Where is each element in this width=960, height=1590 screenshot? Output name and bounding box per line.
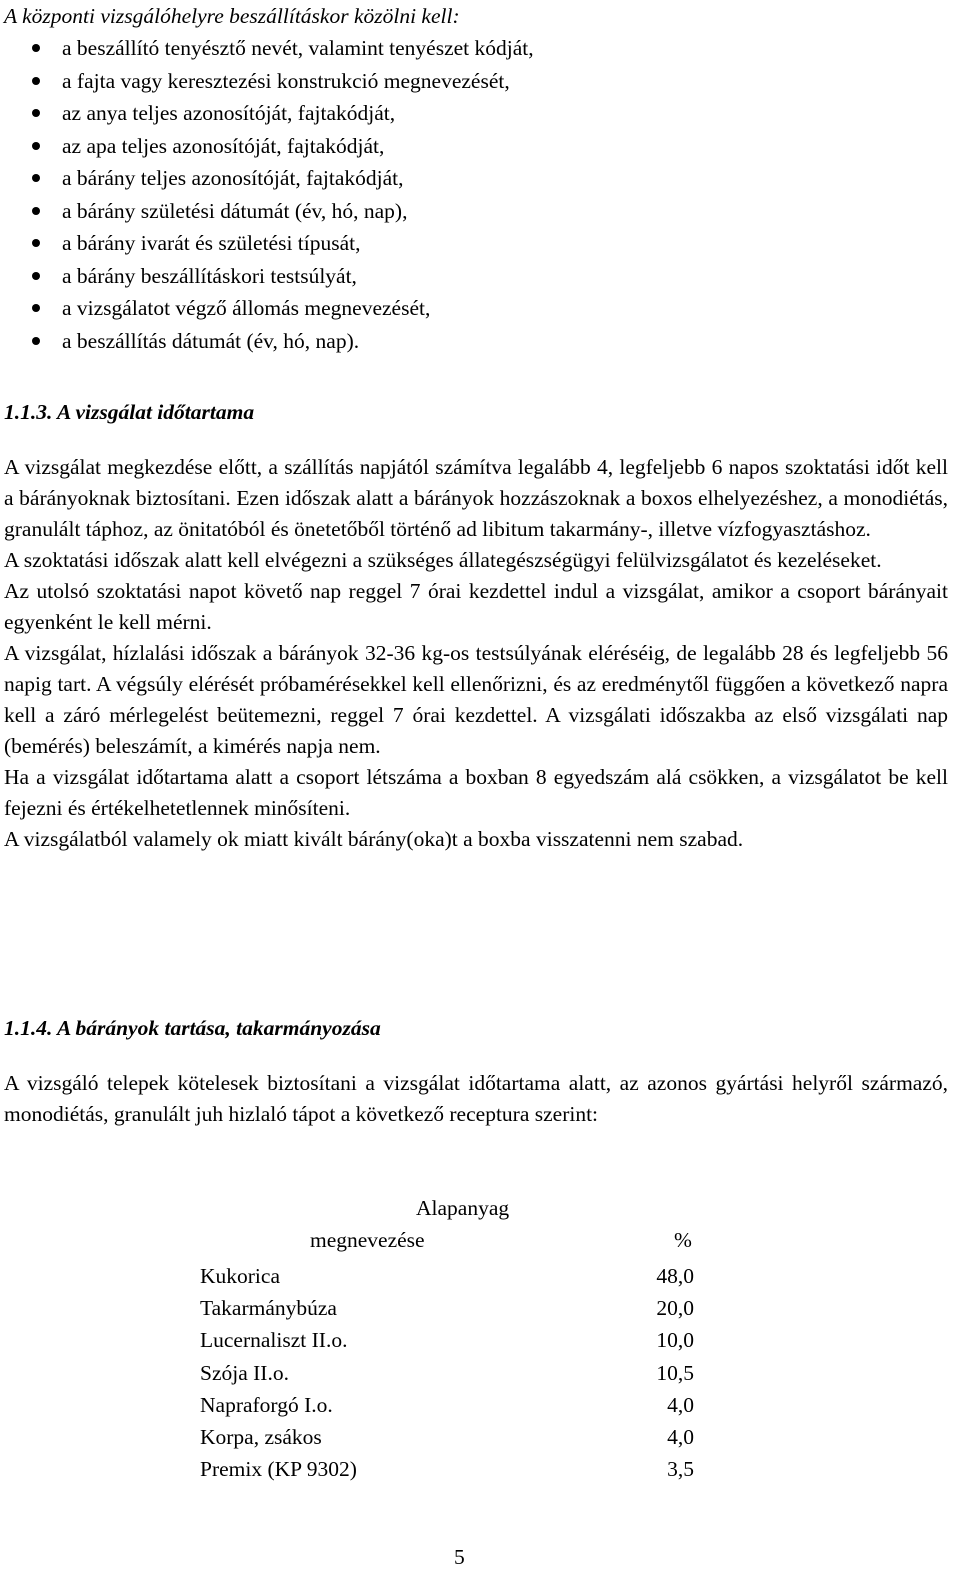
bullet-icon [32, 109, 40, 117]
recipe-header-name: megnevezése [310, 1228, 425, 1252]
paragraph: A vizsgáló telepek kötelesek biztosítani a vizsgálat időtartama alatt, az azonos gyártási helyről származó, monodiétás, granulált juh hizlaló tápot a következő receptura szerint: [4, 1071, 948, 1126]
intro-text: A központi vizsgálóhelyre beszállításkor közölni kell: [4, 4, 460, 28]
bullet-icon [32, 77, 40, 85]
paragraph: A vizsgálat megkezdése előtt, a szállítás napjától számítva legalább 4, legfeljebb 6 napos szoktatási időt kell a bárányoknak biztosítani. Ezen időszak alatt a bárányok hozzászoknak a boxos elhelyezéshez, a monodiétás, granulált táphoz, az önitatóból és önetetőből történő ad libitum takarmány-, illetve vízfogyasztáshoz. [4, 455, 948, 541]
list-item: a bárány teljes azonosítóját, fajtakódját, [4, 162, 944, 195]
section-title: A bárányok tartása, takarmányozása [56, 1016, 381, 1040]
list-item: az anya teljes azonosítóját, fajtakódját, [4, 97, 944, 130]
recipe-header-line1: Alapanyag [416, 1196, 510, 1220]
page-number: 5 [454, 1545, 465, 1569]
paragraph: A vizsgálat, hízlalási időszak a bárányok 32-36 kg-os testsúlyának eléréséig, de legalább 28 és legfeljebb 56 napig tart. A végsúly elérését próbamérésekkel kell ellenőrizni, és az eredménytől függően a következő napra kell a záró mérlegelést beütemezni, reggel 7 órai kezdettel. A vizsgálati időszakba az első vizsgálati nap (bemérés) beleszámít, a kimérés napja nem. [4, 641, 948, 758]
bullet-icon [32, 337, 40, 345]
list-item: a bárány születési dátumát (év, hó, nap), [4, 195, 944, 228]
paragraph: Az utolsó szoktatási napot követő nap reggel 7 órai kezdettel indul a vizsgálat, amikor a csoport bárányait egyenként le kell mérni. [4, 579, 948, 634]
section-heading-114 [4, 1016, 381, 1041]
section-114-body [4, 1068, 948, 1130]
table-row: Takarmánybúza 20,0 [200, 1296, 694, 1321]
section-number: 1.1.4. [4, 1016, 53, 1040]
list-item: a beszállító tenyésztő nevét, valamint tenyészet kódját, [4, 32, 944, 65]
table-row: Lucernaliszt II.o. 10,0 [200, 1328, 694, 1353]
table-row: Korpa, zsákos 4,0 [200, 1425, 694, 1450]
bullet-icon [32, 239, 40, 247]
table-row: Kukorica 48,0 [200, 1264, 694, 1288]
list-item: a bárány beszállításkori testsúlyát, [4, 260, 944, 293]
section-113-body [4, 452, 948, 855]
recipe-header-percent: % [674, 1228, 692, 1252]
list-item: a bárány ivarát és születési típusát, [4, 227, 944, 260]
bullet-icon [32, 142, 40, 150]
bullet-icon [32, 174, 40, 182]
section-heading-113 [4, 400, 254, 425]
bullet-icon [32, 272, 40, 280]
paragraph: A vizsgálatból valamely ok miatt kivált bárány(oka)t a boxba visszatenni nem szabad. [4, 827, 744, 851]
list-item: a vizsgálatot végző állomás megnevezését, [4, 292, 944, 325]
list-item: a beszállítás dátumát (év, hó, nap). [4, 325, 944, 358]
section-title: A vizsgálat időtartama [56, 400, 255, 424]
section-number: 1.1.3. [4, 400, 53, 424]
bullet-icon [32, 44, 40, 52]
bullet-icon [32, 207, 40, 215]
paragraph: Ha a vizsgálat időtartama alatt a csoport létszáma a boxban 8 egyedszám alá csökken, a vizsgálatot be kell fejezni és értékelhetetlennek minősíteni. [4, 765, 948, 820]
bullet-icon [32, 304, 40, 312]
list-item: a fajta vagy keresztezési konstrukció megnevezését, [4, 65, 944, 98]
recipe-table [200, 1260, 694, 1485]
table-row: Napraforgó I.o. 4,0 [200, 1392, 694, 1417]
list-item: az apa teljes azonosítóját, fajtakódját, [4, 130, 944, 163]
table-row: Premix (KP 9302) 3,5 [200, 1457, 694, 1482]
table-row: Szója II.o. 10,5 [200, 1360, 694, 1385]
bullet-list [4, 32, 944, 357]
paragraph: A szoktatási időszak alatt kell elvégezni a szükséges állategészségügyi felülvizsgálatot és kezeléseket. [4, 548, 882, 572]
